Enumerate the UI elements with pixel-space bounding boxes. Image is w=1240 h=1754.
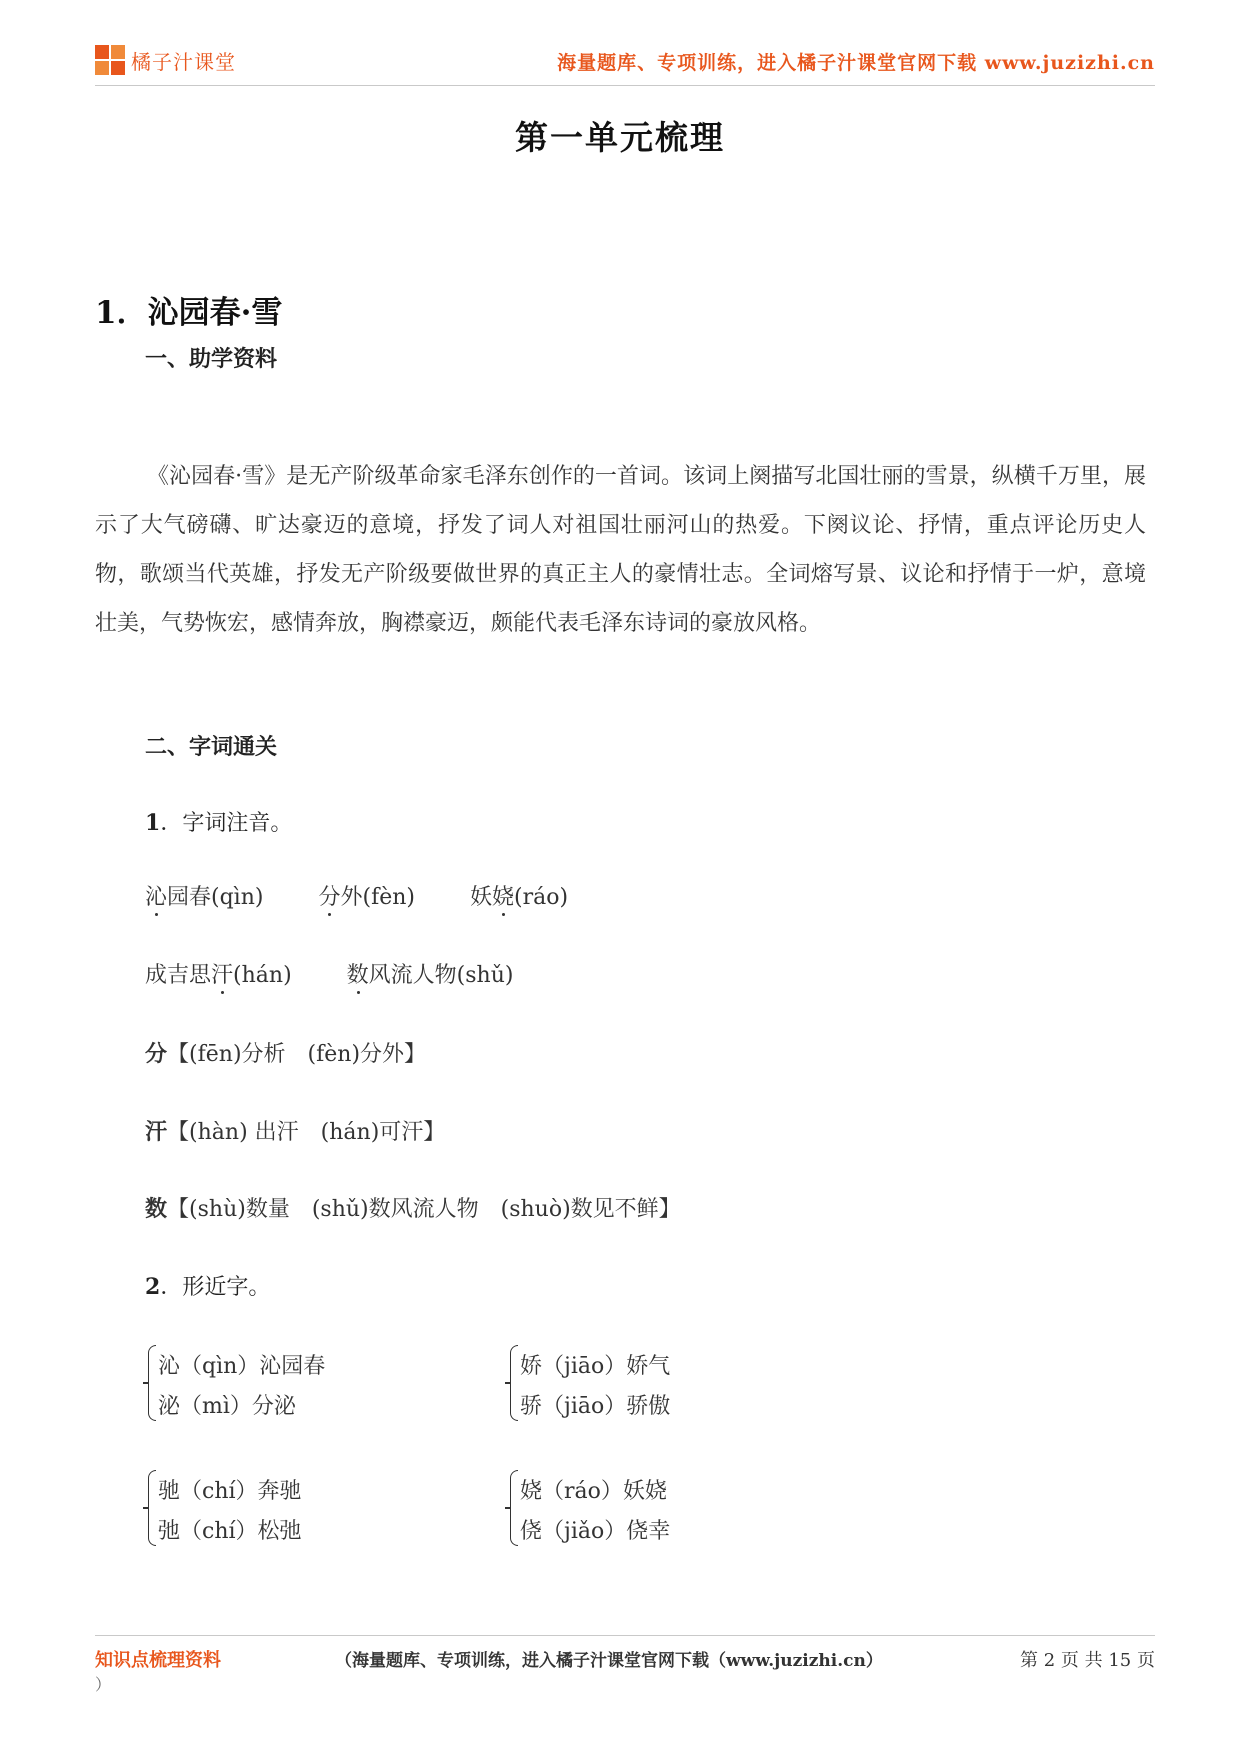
section-heading-study: 一、助学资料: [145, 346, 278, 372]
footer-doc-type: 知识点梳理资料: [95, 1650, 221, 1671]
pinyin-heading-num: 1: [145, 810, 161, 836]
pinyin-row-2: [145, 958, 561, 989]
pinyin-item: 分外(fèn): [318, 885, 415, 910]
similar-heading: [145, 1270, 270, 1301]
similar-heading-text: ．形近字。: [160, 1275, 271, 1300]
logo[interactable]: [95, 44, 236, 76]
pinyin-heading-text: ．字词注音。: [160, 811, 293, 836]
page-title: 第一单元梳理: [515, 118, 725, 157]
footer-tail: ）: [95, 1675, 112, 1694]
similar-heading-num: 2: [145, 1274, 161, 1300]
pinyin-item: 数风流人物(shǔ): [346, 963, 514, 988]
pinyin-heading: [145, 806, 292, 837]
page-number: 第 2 页 共 15 页: [1019, 1650, 1155, 1671]
study-paragraph: 《沁园春·雪》是无产阶级革命家毛泽东创作的一首词。该词上阕描写北国壮丽的雪景，纵横千万里，展示了大气磅礴、旷达豪迈的意境，抒发了词人对祖国壮丽河山的热爱。下阕议论、抒情，重点评论历史人物，歌颂当代英雄，抒发无产阶级要做世界的真正主人的豪情壮志。全词熔写景、议论和抒情于一炉，意境壮美，气势恢宏，感情奔放，胸襟豪迈，颇能代表毛泽东诗词的豪放风格。: [95, 464, 1146, 636]
page-header: [95, 40, 1155, 86]
multi-reading-row: 分【(fēn)分析 (fèn)分外】: [145, 1041, 427, 1067]
brace-icon: [510, 1470, 518, 1546]
pinyin-item: 沁园春(qìn): [145, 885, 264, 910]
current-page: 2: [1043, 1650, 1056, 1671]
multi-reading-row: 数【(shù)数量 (shǔ)数风流人物 (shuò)数见不鲜】: [145, 1196, 681, 1222]
multi-reading-row: 汗【(hàn) 出汗 (hán)可汗】: [145, 1119, 446, 1145]
brace-icon: [510, 1345, 518, 1421]
brace-icon: [148, 1345, 156, 1421]
pinyin-item: 妖娆(ráo): [470, 885, 569, 910]
page-footer: [95, 1635, 1155, 1694]
pinyin-row-1: [145, 880, 616, 911]
header-slogan: 海量题库、专项训练，进入橘子汁课堂官网下载 www.juzizhi.cn: [557, 52, 1155, 74]
logo-icon: [95, 45, 125, 75]
section-heading-words: 二、字词通关: [145, 734, 278, 760]
pinyin-item: 成吉思汗(hán): [145, 963, 292, 988]
total-pages: 15: [1108, 1650, 1132, 1671]
brace-icon: [148, 1470, 156, 1546]
logo-text: 橘子汁课堂: [131, 49, 236, 74]
lesson-title: 1．沁园春·雪: [95, 295, 283, 331]
footer-slogan[interactable]: （海量题库、专项训练，进入橘子汁课堂官网下载（www.juzizhi.cn）: [335, 1651, 883, 1671]
